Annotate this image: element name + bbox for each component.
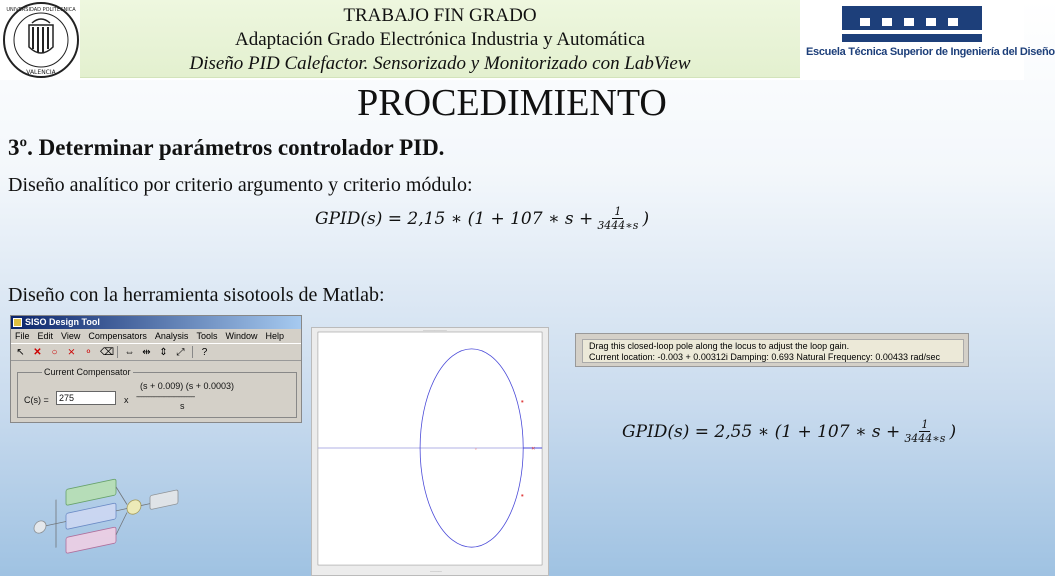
menu-analysis[interactable]: Analysis bbox=[154, 331, 189, 341]
add-zero-icon[interactable]: ○ bbox=[51, 346, 58, 358]
menu-file[interactable]: File bbox=[15, 331, 30, 341]
siso-design-tool-window bbox=[10, 315, 302, 423]
section-subtitle: 3º. Determinar parámetros controlador PID. bbox=[8, 135, 445, 160]
formula-analytic-denominator: 3444∗s bbox=[597, 219, 639, 232]
closed-loop-pole-upper[interactable]: ■ bbox=[521, 398, 524, 404]
toolbar-separator bbox=[117, 346, 118, 358]
menu-compensators[interactable]: Compensators bbox=[88, 331, 147, 341]
plot-area bbox=[318, 332, 542, 565]
menu-window[interactable]: Window bbox=[225, 331, 258, 341]
formula-analytic-lhs: GPID(s) = 2,15 ∗ (1 + 107 ∗ s + bbox=[315, 208, 594, 229]
current-compensator-label: Current Compensator bbox=[44, 367, 131, 377]
eraser-icon[interactable]: ⌫ bbox=[100, 346, 115, 358]
school-logo bbox=[806, 2, 1055, 74]
add-pole-icon[interactable]: ✕ bbox=[33, 346, 42, 358]
compensator-denominator: s bbox=[180, 401, 185, 411]
formula-analytic bbox=[315, 205, 649, 232]
pointer-icon[interactable]: ↖ bbox=[16, 346, 25, 358]
x-axis-label: ———— bbox=[430, 568, 442, 573]
formula-sisotool-denominator: 3444∗s bbox=[904, 432, 946, 445]
formula-sisotool-lhs: GPID(s) = 2,55 ∗ (1 + 107 ∗ s + bbox=[622, 421, 901, 442]
compensator-fraction-line: ----------------------------------- bbox=[136, 392, 195, 401]
add-complex-pole-icon[interactable]: ⨯ bbox=[67, 346, 76, 358]
formula-analytic-close: ) bbox=[642, 208, 650, 229]
menu-tools[interactable]: Tools bbox=[196, 331, 218, 341]
formula-sisotool-close: ) bbox=[949, 421, 957, 442]
header-line-1: TRABAJO FIN GRADO bbox=[343, 5, 537, 26]
svg-text:UNIVERSIDAD POLITECNICA: UNIVERSIDAD POLITECNICA bbox=[6, 7, 76, 13]
add-complex-zero-icon[interactable]: ⚬ bbox=[84, 346, 93, 358]
formula-analytic-numerator: 1 bbox=[614, 205, 622, 218]
formula-sisotool-fraction bbox=[902, 418, 947, 445]
formula-sisotool-numerator: 1 bbox=[921, 418, 929, 431]
siso-toolbar bbox=[11, 343, 301, 361]
header-text bbox=[80, 4, 800, 76]
zoom-xy-icon[interactable]: ⇹ bbox=[142, 346, 151, 358]
matlab-app-icon bbox=[13, 318, 22, 327]
formula-analytic-fraction bbox=[595, 205, 640, 232]
status-line-2: Current location: -0.003 + 0.00312i Damping: 0.693 Natural Frequency: 0.00433 rad/sec bbox=[589, 352, 940, 362]
university-seal-logo bbox=[2, 1, 80, 79]
compensator-gain-input[interactable]: 275 bbox=[56, 391, 116, 405]
compensator-numerator: (s + 0.009) (s + 0.0003) bbox=[140, 381, 235, 391]
analytic-design-text: Diseño analítico por criterio argumento y criterio módulo: bbox=[8, 174, 473, 196]
school-logo-graphic bbox=[806, 2, 1020, 46]
menu-edit[interactable]: Edit bbox=[37, 331, 54, 341]
school-logo-caption: Escuela Técnica Superior de Ingeniería del Diseño bbox=[806, 46, 1055, 58]
status-line-1: Drag this closed-loop pole along the locus to adjust the loop gain. bbox=[589, 341, 850, 351]
compensator-times-sign: x bbox=[124, 395, 129, 405]
menu-help[interactable]: Help bbox=[265, 331, 284, 341]
siso-title-bar bbox=[11, 316, 301, 329]
header-line-3: Diseño PID Calefactor. Sensorizado y Monitorizado con LabView bbox=[189, 53, 691, 74]
zero-marker: ○ bbox=[474, 446, 478, 452]
pole-marker: ✕ bbox=[531, 447, 536, 453]
page-title: PROCEDIMIENTO bbox=[357, 82, 667, 124]
zoom-x-icon[interactable]: ⇔ bbox=[124, 346, 135, 358]
siso-window-title: SISO Design Tool bbox=[25, 317, 100, 327]
formula-sisotool bbox=[622, 418, 956, 445]
plot-title-line: ———————— bbox=[423, 328, 447, 333]
toolbar-separator bbox=[192, 346, 193, 358]
closed-loop-pole-lower[interactable]: ■ bbox=[521, 492, 524, 498]
menu-view[interactable]: View bbox=[61, 331, 81, 341]
current-compensator-group bbox=[17, 367, 297, 418]
status-message-box bbox=[582, 339, 964, 363]
header-line-2: Adaptación Grado Electrónica Industria y Automática bbox=[235, 29, 645, 50]
siso-menu-bar bbox=[11, 329, 301, 343]
compensator-cs-label: C(s) = bbox=[24, 395, 49, 405]
sisotool-design-text: Diseño con la herramienta sisotools de Matlab: bbox=[8, 284, 385, 306]
status-panel bbox=[575, 333, 969, 367]
zoom-y-icon[interactable]: ⇕ bbox=[159, 346, 168, 358]
help-pointer-icon[interactable]: ? bbox=[201, 346, 208, 358]
svg-text:VALENCIA: VALENCIA bbox=[26, 69, 56, 76]
pid-block-diagram-illustration bbox=[26, 462, 186, 572]
zoom-fit-icon[interactable]: ⤢ bbox=[176, 346, 185, 358]
header bbox=[0, 0, 1055, 80]
root-locus-plot[interactable] bbox=[311, 327, 549, 576]
